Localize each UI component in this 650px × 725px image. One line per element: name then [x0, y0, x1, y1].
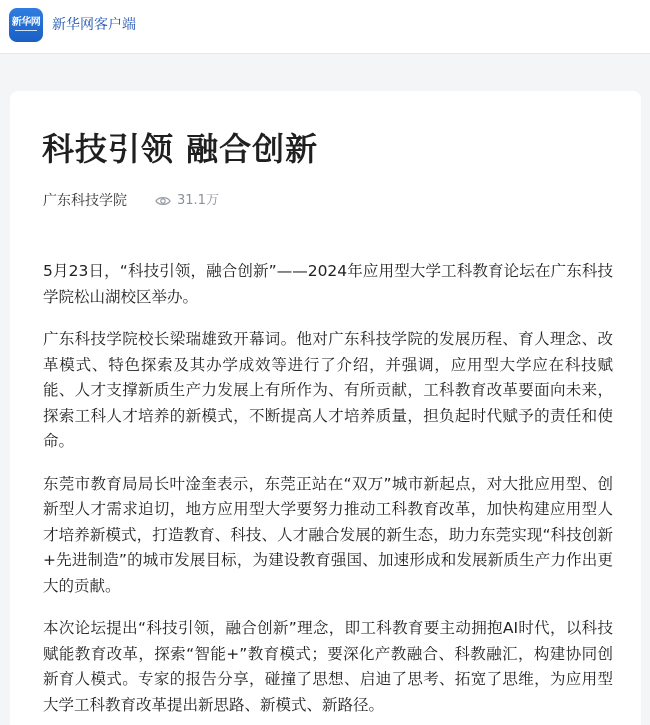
xinhua-logo[interactable]: [9, 8, 43, 42]
article-paragraph-1: 5月23日，“科技引领，融合创新”——2024年应用型大学工科教育论坛在广东科技学院松山湖校区举办。: [43, 262, 613, 306]
eye-icon: [155, 195, 171, 207]
article-card: [10, 91, 641, 725]
article-meta: [43, 191, 219, 211]
article-source[interactable]: 广东科技学院: [43, 193, 127, 209]
article-paragraph-2: 广东科技学院校长梁瑞雄致开幕词。他对广东科技学院的发展历程、育人理念、改革模式、特色探索及其办学成效等进行了介绍，并强调，应用型大学应在科技赋能、人才支撑新质生产力发展上有所作为、有所贡献，工科教育改革要面向未来，探索工科人才培养的新模式，不断提高人才培养质量，担负起时代赋予的责任和使命。: [43, 330, 613, 450]
top-bar: [0, 0, 650, 54]
article-body: [43, 259, 613, 725]
article-paragraph-3: 东莞市教育局局长叶淦奎表示，东莞正站在“双万”城市新起点，对大批应用型、创新型人才需求迫切，地方应用型大学要努力推动工科教育改革，加快构建应用型人才培养新模式，打造教育、科技、人才融合发展的新生态，助力东莞实现“科技创新+先进制造”的城市发展目标，为建设教育强国、加速形成和发展新质生产力作出更大的贡献。: [43, 474, 613, 595]
logo-divider: [15, 30, 37, 33]
logo-text: 新华网: [11, 17, 41, 28]
article-paragraph-4: 本次论坛提出“科技引领，融合创新”理念，即工科教育要主动拥抱AI时代，以科技赋能教育改革，探索“智能+”教育模式；要深化产教融合、科教融汇，构建协同创新育人模式。专家的报告分享，碰撞了思想、启迪了思考、拓宽了思维，为应用型大学工科教育改革提出新思路、新模式、新路径。: [43, 619, 613, 714]
view-counter: [155, 191, 219, 211]
view-count: 31.1万: [177, 193, 219, 208]
app-name[interactable]: 新华网客户端: [52, 17, 136, 33]
article-title: 科技引领 融合创新: [42, 130, 319, 168]
